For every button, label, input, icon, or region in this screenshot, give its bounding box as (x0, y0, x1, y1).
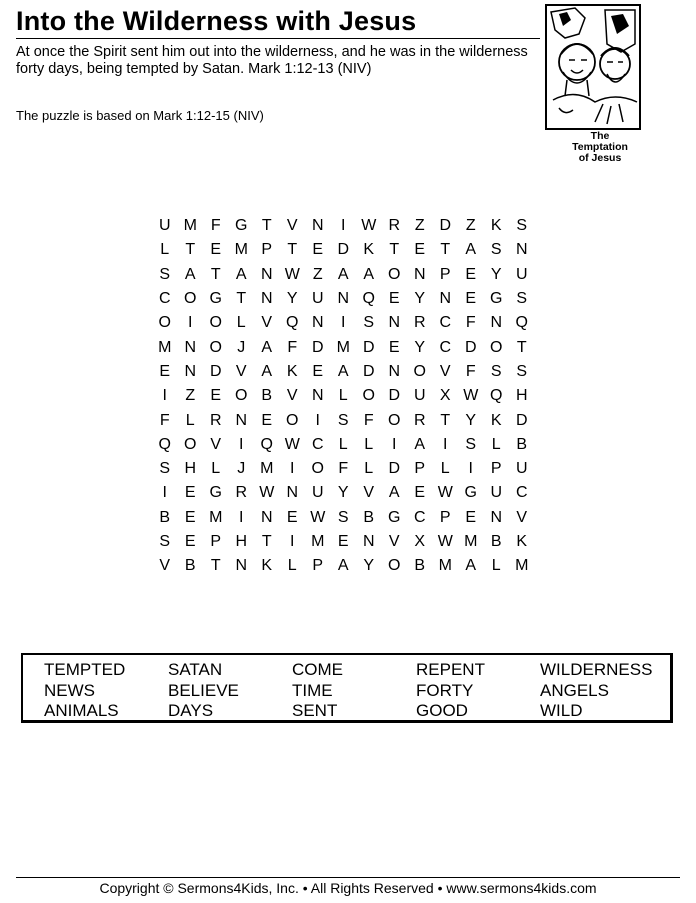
grid-letter: A (261, 338, 273, 356)
grid-letter: T (389, 241, 400, 259)
grid-letter: V (286, 217, 298, 235)
word-bank-item: WILDERNESS (540, 660, 653, 679)
grid-letter: V (261, 314, 273, 332)
grid-letter: U (311, 484, 324, 502)
caption-line: Temptation (572, 141, 628, 153)
grid-letter: A (337, 265, 349, 283)
grid-letter: N (388, 362, 401, 380)
grid-letter: I (341, 314, 346, 332)
grid-letter: E (312, 241, 324, 259)
scripture-verse: At once the Spirit sent him out into the wilderness, and he was in the wilderness forty days, being tempted by Satan. Mark 1:12-13 (NIV) (16, 44, 528, 77)
grid-letter: N (260, 508, 273, 526)
grid-letter: B (490, 533, 502, 550)
grid-letter: I (162, 387, 167, 405)
word-bank-item: NEWS (44, 680, 95, 700)
word-bank-item: ANGELS (540, 680, 609, 700)
grid-letter: V (516, 508, 528, 526)
grid-letter: M (234, 241, 248, 259)
grid-letter: V (363, 484, 375, 502)
grid-letter: Y (414, 290, 426, 308)
grid-letter: C (515, 484, 528, 502)
grid-letter: G (209, 484, 222, 502)
grid-letter: Q (286, 314, 299, 332)
grid-letter: P (414, 460, 426, 478)
grid-letter: T (287, 241, 298, 259)
grid-letter: A (235, 265, 247, 283)
grid-letter: P (261, 241, 273, 259)
grid-letter: O (158, 314, 171, 332)
grid-letter: C (413, 508, 426, 526)
grid-letter: G (490, 290, 503, 308)
grid-letter: W (310, 508, 326, 526)
grid-row (152, 360, 535, 384)
grid-letter: M (260, 460, 274, 478)
title-underline (16, 38, 540, 39)
grid-letter: Y (490, 265, 502, 283)
grid-letter: V (439, 362, 451, 380)
grid-letter: I (392, 435, 397, 453)
grid-letter: A (337, 557, 349, 575)
grid-letter: P (312, 557, 324, 575)
grid-letter: G (464, 484, 477, 502)
grid-letter: N (184, 338, 197, 356)
grid-letter: P (439, 508, 451, 526)
grid-letter: T (210, 265, 221, 283)
grid-letter: C (311, 435, 324, 453)
grid-letter: Z (414, 217, 425, 235)
grid-letter: L (160, 241, 170, 259)
grid-letter: W (361, 217, 377, 235)
grid-letter: Z (312, 265, 323, 283)
grid-letter: M (464, 533, 478, 550)
grid-letter: F (338, 460, 349, 478)
grid-letter: E (286, 508, 298, 526)
grid-letter: S (363, 314, 375, 332)
grid-letter: O (388, 557, 401, 575)
grid-letter: E (210, 387, 222, 405)
grid-letter: U (515, 265, 528, 283)
grid-letter: P (490, 460, 502, 478)
puzzle-basis-note: The puzzle is based on Mark 1:12-15 (NIV) (16, 108, 264, 123)
grid-letter: D (464, 338, 477, 356)
grid-letter: S (465, 435, 477, 453)
grid-letter: K (490, 217, 502, 235)
word-bank-item: TIME (292, 680, 333, 700)
grid-letter: R (388, 217, 401, 235)
grid-row (152, 214, 535, 238)
grid-letter: N (235, 411, 248, 429)
grid-letter: N (490, 508, 503, 526)
grid-letter: V (235, 362, 247, 380)
grid-letter: L (185, 411, 195, 429)
grid-letter: W (437, 533, 453, 550)
grid-letter: H (515, 387, 528, 405)
grid-letter: V (210, 435, 222, 453)
grid-letter: B (184, 557, 196, 575)
grid-row (152, 506, 535, 530)
grid-letter: A (261, 362, 273, 380)
grid-letter: V (286, 387, 298, 405)
grid-letter: T (210, 557, 221, 575)
grid-letter: H (184, 460, 197, 478)
grid-letter: R (413, 411, 426, 429)
grid-letter: T (261, 533, 272, 550)
grid-letter: S (337, 508, 349, 526)
grid-letter: I (239, 435, 244, 453)
grid-letter: D (388, 387, 401, 405)
word-bank-column (292, 660, 343, 722)
grid-letter: L (211, 460, 221, 478)
grid-letter: R (209, 411, 222, 429)
grid-row (152, 457, 535, 481)
grid-letter: I (162, 484, 167, 502)
grid-letter: K (261, 557, 273, 575)
grid-row (152, 287, 535, 311)
grid-letter: A (388, 484, 400, 502)
grid-letter: O (311, 460, 324, 478)
grid-letter: L (364, 460, 374, 478)
grid-letter: U (158, 217, 171, 235)
grid-row (152, 311, 535, 335)
grid-letter: K (490, 411, 502, 429)
grid-letter: O (362, 387, 375, 405)
grid-row (152, 238, 535, 262)
grid-letter: M (158, 338, 172, 356)
grid-letter: P (210, 533, 222, 550)
grid-letter: S (516, 290, 528, 308)
grid-letter: D (362, 338, 375, 356)
grid-letter: E (337, 533, 349, 550)
grid-letter: I (443, 435, 448, 453)
grid-letter: E (465, 265, 477, 283)
grid-letter: L (338, 435, 348, 453)
grid-letter: X (414, 533, 426, 550)
word-bank-item: SENT (292, 701, 338, 720)
grid-letter: S (337, 411, 349, 429)
word-bank-item: GOOD (416, 701, 468, 720)
word-bank-column (416, 660, 485, 722)
grid-letter: B (516, 435, 528, 453)
grid-letter: M (336, 338, 350, 356)
grid-letter: Y (286, 290, 298, 308)
grid-letter: R (413, 314, 426, 332)
grid-letter: M (515, 557, 529, 575)
grid-letter: D (388, 460, 401, 478)
grid-letter: W (284, 435, 300, 453)
grid-letter: Q (490, 387, 503, 405)
grid-letter: S (516, 217, 528, 235)
word-bank-column (540, 660, 652, 722)
grid-letter: N (311, 217, 324, 235)
word-bank-column (168, 660, 239, 722)
grid-letter: W (437, 484, 453, 502)
grid-letter: B (261, 387, 273, 405)
grid-letter: D (209, 362, 222, 380)
grid-letter: N (490, 314, 503, 332)
grid-letter: A (184, 265, 196, 283)
grid-letter: S (159, 533, 171, 550)
grid-letter: J (237, 460, 246, 478)
illustration-caption (560, 131, 640, 164)
grid-letter: E (465, 508, 477, 526)
grid-letter: A (465, 557, 477, 575)
grid-letter: B (363, 508, 375, 526)
grid-letter: U (515, 460, 528, 478)
grid-letter: N (362, 533, 375, 550)
grid-letter: V (388, 533, 400, 550)
grid-letter: T (236, 290, 247, 308)
grid-letter: T (516, 338, 527, 356)
grid-letter: E (261, 411, 273, 429)
footer-divider (16, 877, 680, 878)
word-search-grid (152, 214, 535, 578)
grid-letter: I (290, 533, 295, 550)
grid-letter: E (414, 241, 426, 259)
grid-letter: F (159, 411, 170, 429)
grid-letter: I (341, 217, 346, 235)
grid-letter: F (465, 362, 476, 380)
grid-letter: N (413, 265, 426, 283)
grid-letter: O (235, 387, 248, 405)
grid-letter: S (159, 460, 171, 478)
page-title: Into the Wilderness with Jesus (16, 6, 417, 36)
word-bank-column (44, 660, 125, 722)
grid-letter: A (363, 265, 375, 283)
word-bank-item: TEMPTED (44, 660, 126, 679)
grid-letter: E (184, 533, 196, 550)
grid-letter: L (491, 435, 501, 453)
grid-letter: V (159, 557, 171, 575)
grid-letter: Q (260, 435, 273, 453)
grid-letter: S (490, 362, 502, 380)
grid-letter: N (337, 290, 350, 308)
grid-letter: O (388, 411, 401, 429)
word-bank-item: SATAN (168, 660, 223, 679)
grid-row (152, 408, 535, 432)
grid-letter: N (235, 557, 248, 575)
grid-letter: X (439, 387, 451, 405)
word-bank-item: WILD (540, 701, 583, 720)
grid-letter: B (159, 508, 171, 526)
grid-letter: U (311, 290, 324, 308)
grid-letter: K (516, 533, 528, 550)
grid-letter: C (439, 338, 452, 356)
grid-letter: W (284, 265, 300, 283)
caption-line: of Jesus (578, 152, 622, 164)
grid-letter: U (490, 484, 503, 502)
grid-letter: O (209, 314, 222, 332)
grid-letter: M (183, 217, 197, 235)
grid-letter: L (287, 557, 297, 575)
grid-letter: E (184, 484, 196, 502)
grid-letter: A (337, 362, 349, 380)
grid-letter: C (158, 290, 171, 308)
grid-letter: M (311, 533, 325, 550)
grid-letter: E (184, 508, 196, 526)
word-bank-item: ANIMALS (44, 701, 119, 720)
grid-letter: T (440, 241, 451, 259)
grid-letter: Y (363, 557, 375, 575)
grid-row (152, 335, 535, 359)
grid-letter: E (388, 290, 400, 308)
grid-letter: S (159, 265, 171, 283)
grid-letter: E (414, 484, 426, 502)
grid-letter: F (363, 411, 374, 429)
grid-letter: Y (337, 484, 349, 502)
grid-letter: O (388, 265, 401, 283)
grid-row (152, 384, 535, 408)
grid-letter: I (315, 411, 320, 429)
grid-letter: N (311, 387, 324, 405)
grid-letter: N (260, 265, 273, 283)
grid-letter: J (237, 338, 246, 356)
grid-letter: O (184, 290, 197, 308)
grid-letter: I (239, 508, 244, 526)
word-bank-item: BELIEVE (168, 680, 239, 700)
grid-letter: N (286, 484, 299, 502)
caption-line: The (590, 130, 610, 142)
grid-letter: B (414, 557, 426, 575)
grid-letter: K (286, 362, 298, 380)
word-bank-item: DAYS (168, 701, 214, 720)
grid-letter: L (338, 387, 348, 405)
grid-letter: N (311, 314, 324, 332)
grid-letter: W (259, 484, 275, 502)
grid-letter: D (337, 241, 350, 259)
grid-letter: L (364, 435, 374, 453)
grid-letter: E (465, 290, 477, 308)
grid-letter: E (159, 362, 171, 380)
grid-letter: M (438, 557, 452, 575)
grid-letter: I (188, 314, 193, 332)
grid-letter: N (439, 290, 452, 308)
grid-letter: O (286, 411, 299, 429)
grid-letter: T (185, 241, 196, 259)
grid-letter: L (491, 557, 501, 575)
grid-letter: F (287, 338, 298, 356)
grid-letter: D (362, 362, 375, 380)
grid-letter: C (439, 314, 452, 332)
word-bank-item: REPENT (416, 660, 485, 679)
grid-letter: Y (465, 411, 477, 429)
grid-letter: T (261, 217, 272, 235)
grid-letter: N (260, 290, 273, 308)
grid-row (152, 481, 535, 505)
grid-letter: T (440, 411, 451, 429)
grid-letter: O (490, 338, 503, 356)
grid-letter: N (515, 241, 528, 259)
grid-letter: Q (362, 290, 375, 308)
grid-letter: O (184, 435, 197, 453)
grid-letter: G (209, 290, 222, 308)
grid-letter: S (490, 241, 502, 259)
grid-letter: N (388, 314, 401, 332)
grid-letter: Z (185, 387, 196, 405)
grid-letter: F (465, 314, 476, 332)
grid-letter: D (515, 411, 528, 429)
grid-letter: D (439, 217, 452, 235)
grid-letter: K (363, 241, 375, 259)
grid-letter: G (235, 217, 248, 235)
grid-letter: U (413, 387, 426, 405)
grid-row (152, 530, 535, 554)
grid-row (152, 263, 535, 287)
grid-letter: R (235, 484, 248, 502)
grid-letter: A (414, 435, 426, 453)
grid-letter: D (311, 338, 324, 356)
jesus-and-satan-illustration (545, 4, 641, 130)
grid-letter: G (388, 508, 401, 526)
grid-letter: Y (414, 338, 426, 356)
grid-letter: M (209, 508, 223, 526)
grid-letter: E (210, 241, 222, 259)
copyright-footer: Copyright © Sermons4Kids, Inc. • All Rights Reserved • www.sermons4kids.com (99, 880, 597, 896)
grid-letter: P (439, 265, 451, 283)
grid-letter: N (184, 362, 197, 380)
grid-letter: I (290, 460, 295, 478)
grid-letter: Z (465, 217, 476, 235)
word-bank-item: FORTY (416, 680, 474, 700)
grid-letter: H (235, 533, 248, 550)
grid-letter: O (209, 338, 222, 356)
grid-letter: O (413, 362, 426, 380)
grid-letter: I (468, 460, 473, 478)
grid-letter: W (463, 387, 479, 405)
grid-letter: F (210, 217, 221, 235)
grid-letter: E (388, 338, 400, 356)
grid-letter: L (236, 314, 246, 332)
grid-letter: L (440, 460, 450, 478)
grid-letter: S (516, 362, 528, 380)
word-bank (21, 653, 673, 723)
grid-letter: Q (158, 435, 171, 453)
grid-row (152, 554, 535, 578)
grid-row (152, 433, 535, 457)
grid-letter: E (312, 362, 324, 380)
grid-letter: Q (515, 314, 528, 332)
word-bank-item: COME (292, 660, 343, 679)
grid-letter: A (465, 241, 477, 259)
